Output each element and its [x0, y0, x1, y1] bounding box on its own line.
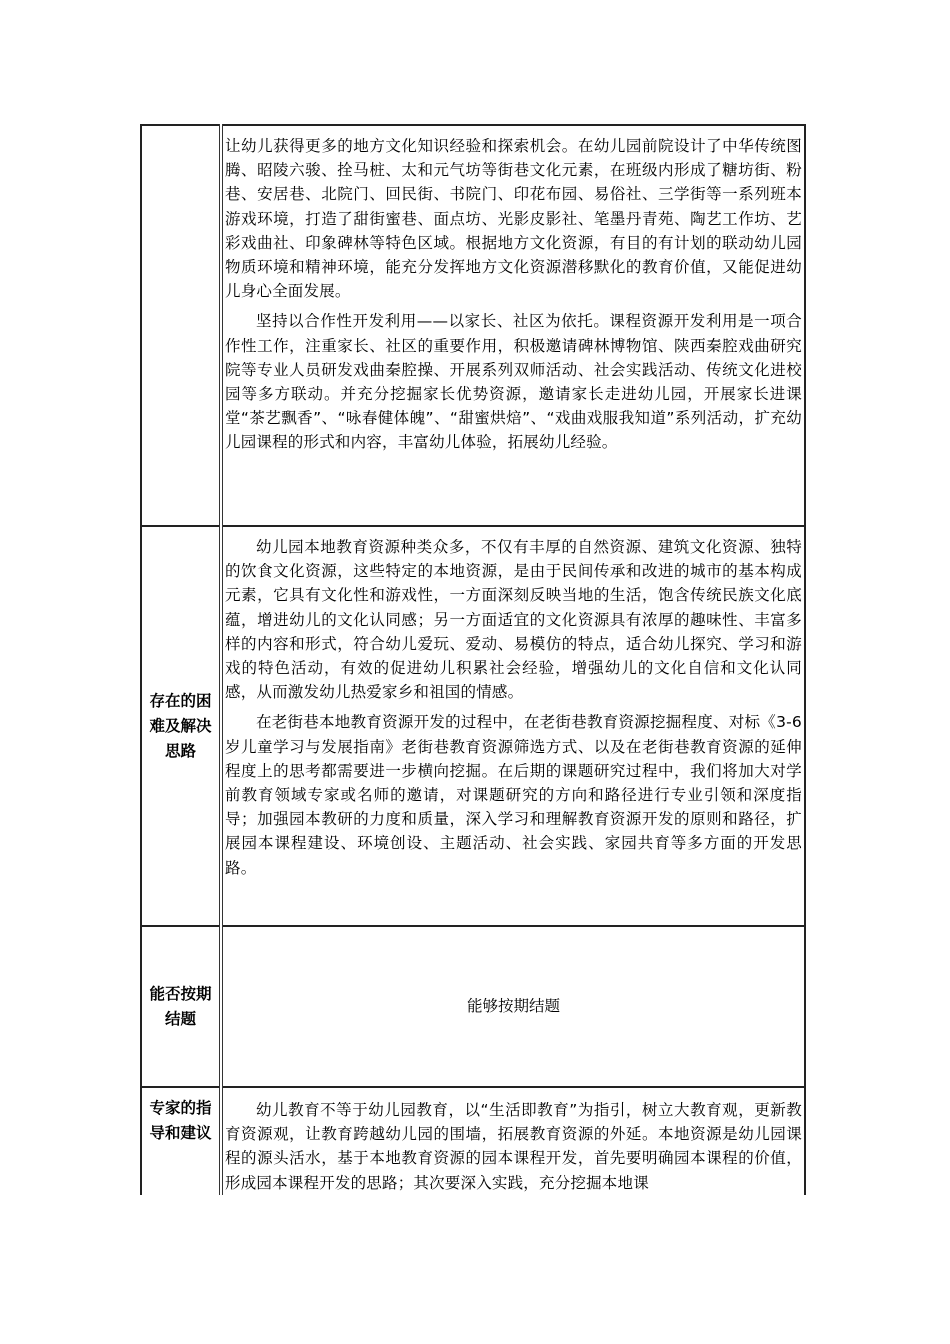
row-label-expert-advice [141, 1087, 221, 1195]
paragraph-cooperative-development: 坚持以合作性开发利用——以家长、社区为依托。课程资源开发利用是一项合作性工作，注重家长、社区的重要作用，积极邀请碑林博物馆、陕西秦腔戏曲研究院等专业人员研发戏曲秦腔操、开展系列双师活动、社会实践活动、传统文化进校园等多方联动。并充分挖掘家长优势资源，邀请家长走进幼儿园，开展家长进课堂“茶艺飘香”、“咏春健体魄”、“甜蜜烘焙”、“戏曲戏服我知道”系列活动，扩充幼儿园课程的形式和内容，丰富幼儿体验，拓展幼儿经验。 [225, 312, 802, 452]
report-table [140, 124, 806, 1195]
table-row-difficulties [141, 526, 805, 926]
row-content-completion [221, 926, 805, 1087]
table-row-expert-advice [141, 1087, 805, 1195]
row-content-difficulties [221, 526, 805, 926]
table-row-continuation [141, 125, 805, 526]
row-label-text: 能否按期结题 [149, 984, 212, 1028]
paragraph-expert-advice: 幼儿教育不等于幼儿园教育，以“生活即教育”为指引，树立大教育观，更新教育资源观，让教育跨越幼儿园的围墙，拓展教育资源的外延。本地资源是幼儿园课程的源头活水，基于本地教育资源的园本课程开发，首先要明确园本课程的价值，形成园本课程开发的思路；其次要深入实践，充分挖掘本地课 [225, 1101, 802, 1192]
table-row-completion [141, 926, 805, 1087]
row-label-difficulties [141, 526, 221, 926]
paragraph-development-process: 在老街巷本地教育资源开发的过程中，在老街巷教育资源挖掘程度、对标《3-6岁儿童学习与发展指南》老街巷教育资源筛选方式、以及在老街巷教育资源的延伸程度上的思考都需要进一步横向挖掘。在后期的课题研究过程中，我们将加大对学前教育领域专家或名师的邀请，对课题研究的方向和路径进行专业引领和深度指导；加强园本教研的力度和质量，深入学习和理解教育资源开发的原则和路径，扩展园本课程建设、环境创设、主题活动、社会实践、家园共育等多方面的开发思路。 [225, 713, 802, 877]
paragraph-local-resources: 幼儿园本地教育资源种类众多，不仅有丰厚的自然资源、建筑文化资源、独特的饮食文化资源，这些特定的本地资源，是由于民间传承和改进的城市的基本构成元素，它具有文化性和游戏性，一方面深刻反映当地的生活，饱含传统民族文化底蕴，增进幼儿的文化认同感；另一方面适宜的文化资源具有浓厚的趣味性、丰富多样的内容和形式，符合幼儿爱玩、爱动、易模仿的特点，适合幼儿探究、学习和游戏的特色活动，有效的促进幼儿积累社会经验，增强幼儿的文化自信和文化认同感，从而激发幼儿热爱家乡和祖国的情感。 [225, 538, 802, 702]
row-label-text: 专家的指导和建议 [149, 1099, 212, 1142]
row-label-completion [141, 926, 221, 1087]
completion-answer: 能够按期结题 [466, 997, 560, 1016]
row-label-text: 存在的困难及解决思路 [149, 691, 212, 760]
paragraph-cultural-environment: 让幼儿获得更多的地方文化知识经验和探索机会。在幼儿园前院设计了中华传统图腾、昭陵六骏、拴马桩、太和元气坊等街巷文化元素，在班级内形成了糖坊街、粉巷、安居巷、北院门、回民街、书院门、印花布园、易俗社、三学街等一系列班本游戏环境，打造了甜街蜜巷、面点坊、光影皮影社、笔墨丹青苑、陶艺工作坊、艺彩戏曲社、印象碑林等特色区域。根据地方文化资源，有目的有计划的联动幼儿园物质环境和精神环境，能充分发挥地方文化资源潜移默化的教育价值，又能促进幼儿身心全面发展。 [225, 137, 802, 301]
row-content-expert-advice [221, 1087, 805, 1195]
row-label-empty [141, 125, 221, 526]
row-content-continuation [221, 125, 805, 526]
